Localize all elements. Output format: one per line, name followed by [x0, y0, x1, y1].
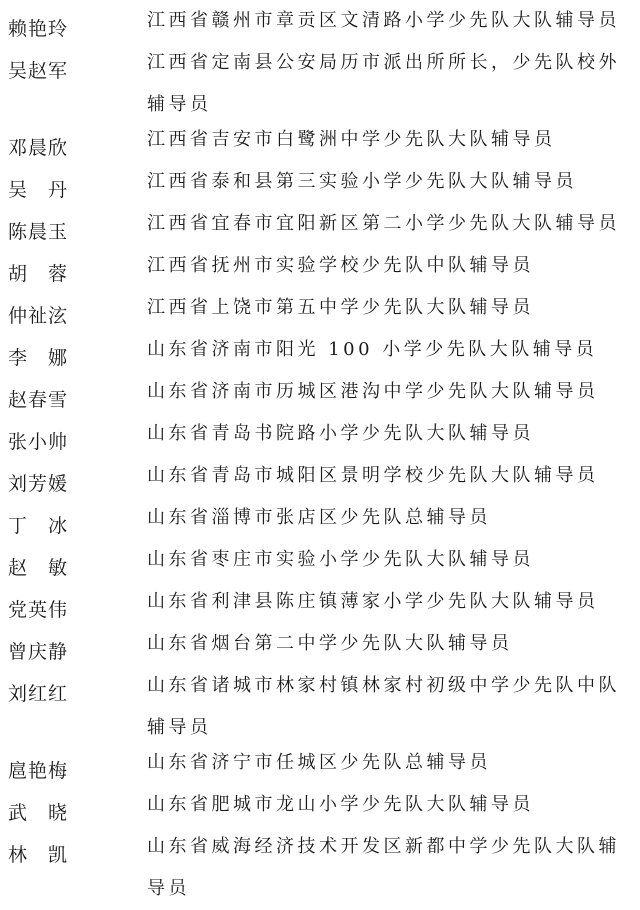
person-name: 吴赵军 — [8, 60, 69, 82]
person-affiliation — [147, 539, 633, 581]
affiliation-line: 辅导员 — [147, 94, 212, 115]
person-affiliation — [147, 119, 633, 161]
affiliation-line: 山东省青岛书院路小学少先队大队辅导员 — [147, 423, 534, 444]
person-name: 邓晨欣 — [8, 137, 69, 159]
affiliation-line: 山东省诸城市林家村镇林家村初级中学少先队中队 — [147, 675, 620, 696]
affiliation-line: 江西省赣州市章贡区文清路小学少先队大队辅导员 — [147, 10, 620, 31]
person-affiliation — [147, 413, 633, 455]
affiliation-line: 山东省济南市历城区港沟中学少先队大队辅导员 — [147, 381, 599, 402]
person-name: 李 娜 — [8, 347, 69, 369]
person-name: 赵 敏 — [8, 557, 69, 579]
affiliation-line: 江西省抚州市实验学校少先队中队辅导员 — [147, 255, 534, 276]
person-affiliation — [147, 826, 633, 910]
person-name: 武 晓 — [8, 802, 69, 824]
person-name: 扈艳梅 — [8, 760, 69, 782]
affiliation-line: 山东省威海经济技术开发区新都中学少先队大队辅 — [147, 836, 620, 857]
person-name: 胡 蓉 — [8, 263, 69, 285]
person-affiliation — [147, 161, 633, 203]
affiliation-line: 辅导员 — [147, 717, 212, 738]
person-name: 赵春雪 — [8, 389, 69, 411]
person-affiliation — [147, 245, 633, 287]
person-name: 刘芳媛 — [8, 473, 69, 495]
person-affiliation — [147, 203, 633, 245]
affiliation-line: 山东省青岛市城阳区景明学校少先队大队辅导员 — [147, 465, 599, 486]
person-name: 吴 丹 — [8, 179, 69, 201]
person-affiliation — [147, 42, 633, 126]
person-name: 张小帅 — [8, 431, 69, 453]
person-name: 刘红红 — [8, 683, 69, 705]
person-affiliation — [147, 371, 633, 413]
affiliation-line: 山东省淄博市张店区少先队总辅导员 — [147, 507, 491, 528]
person-affiliation — [147, 581, 633, 623]
affiliation-line: 山东省烟台第二中学少先队大队辅导员 — [147, 633, 513, 654]
person-name: 仲祉泫 — [8, 305, 69, 327]
affiliation-line: 江西省上饶市第五中学少先队大队辅导员 — [147, 297, 534, 318]
person-affiliation — [147, 665, 633, 749]
person-affiliation — [147, 0, 633, 42]
affiliation-line: 山东省肥城市龙山小学少先队大队辅导员 — [147, 794, 534, 815]
affiliation-line: 江西省泰和县第三实验小学少先队大队辅导员 — [147, 171, 577, 192]
person-name: 党英伟 — [8, 599, 69, 621]
person-affiliation — [147, 623, 633, 665]
person-name: 陈晨玉 — [8, 221, 69, 243]
affiliation-line: 导员 — [147, 878, 190, 899]
person-affiliation — [147, 742, 633, 784]
affiliation-line: 江西省吉安市白鹭洲中学少先队大队辅导员 — [147, 129, 556, 150]
person-affiliation — [147, 784, 633, 826]
person-affiliation — [147, 329, 633, 371]
affiliation-line: 江西省宜春市宜阳新区第二小学少先队大队辅导员 — [147, 213, 620, 234]
person-name: 丁 冰 — [8, 515, 69, 537]
affiliation-line: 江西省定南县公安局历市派出所所长，少先队校外 — [147, 52, 620, 73]
person-affiliation — [147, 497, 633, 539]
person-affiliation — [147, 455, 633, 497]
affiliation-line: 山东省济宁市任城区少先队总辅导员 — [147, 752, 491, 773]
affiliation-line: 山东省利津县陈庄镇薄家小学少先队大队辅导员 — [147, 591, 599, 612]
affiliation-line: 山东省枣庄市实验小学少先队大队辅导员 — [147, 549, 534, 570]
person-affiliation — [147, 287, 633, 329]
person-name: 赖艳玲 — [8, 18, 69, 40]
affiliation-line: 山东省济南市阳光 100 小学少先队大队辅导员 — [147, 339, 598, 360]
person-name: 曾庆静 — [8, 641, 69, 663]
person-name: 林 凯 — [8, 844, 69, 866]
